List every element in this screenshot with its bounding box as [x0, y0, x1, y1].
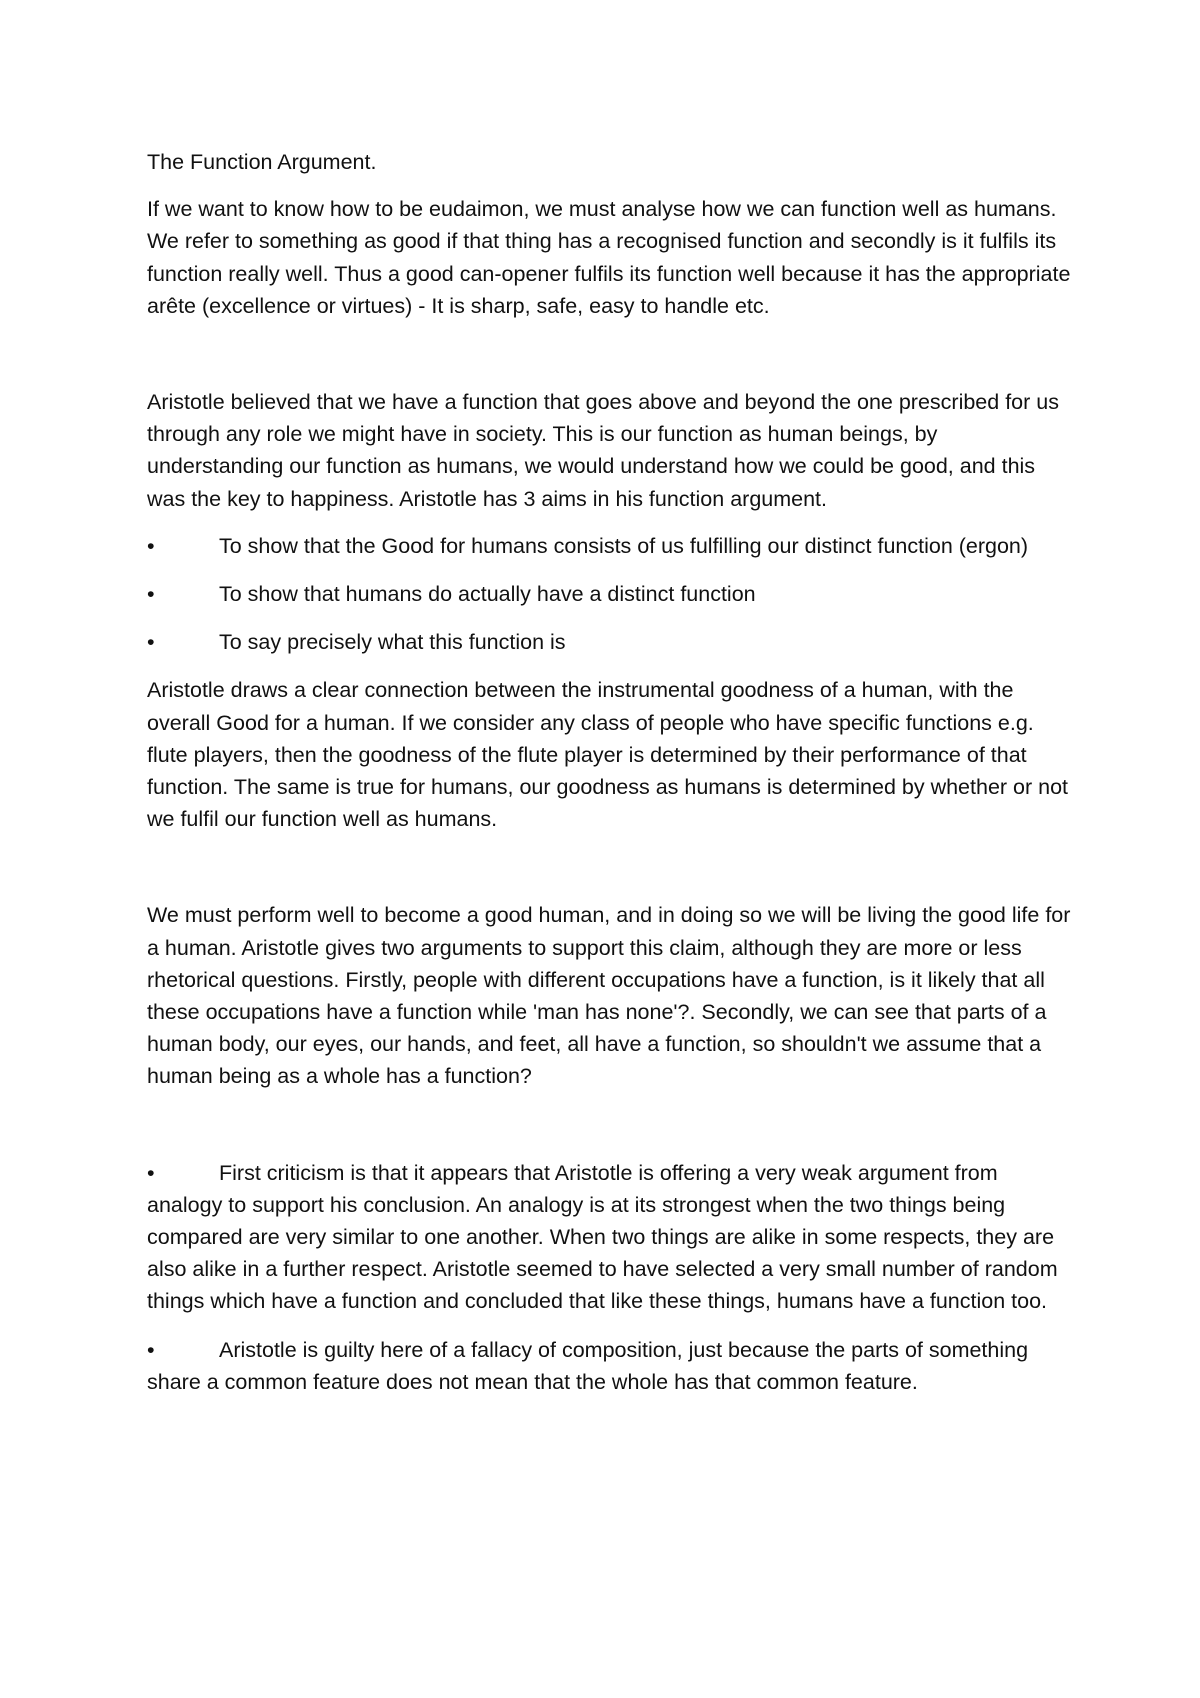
- bullet-icon: •: [147, 1337, 155, 1362]
- aim-text: To show that the Good for humans consists of us fulfilling our distinct function (ergon): [219, 533, 1029, 558]
- two-arguments-paragraph: We must perform well to become a good human, and in doing so we will be living the good life for a human. Aristotle gives two arguments to support this claim, although they are more or less rhetorical questions. Firstly, people with different occupations have a function, is it likely that all these occupations have a function while 'man has none'?. Secondly, we can see that parts of a human body, our eyes, our hands, and feet, all have a function, so shouldn't we assume that a human being as a whole has a function?: [147, 903, 1071, 1089]
- document-title: The Function Argument.: [147, 150, 377, 174]
- bullet-icon: •: [147, 582, 155, 607]
- list-item: [147, 1157, 1077, 1318]
- aim-text: To show that humans do actually have a distinct function: [219, 582, 756, 607]
- list-item: [147, 578, 1077, 610]
- aims-list: [147, 530, 1077, 659]
- bullet-icon: •: [147, 630, 155, 655]
- bullet-icon: •: [147, 1160, 155, 1185]
- criticism-text: Aristotle is guilty here of a fallacy of composition, just because the parts of something share a common feature does not mean that the whole has that common feature.: [147, 1337, 1029, 1394]
- aim-text: To say precisely what this function is: [219, 630, 566, 655]
- bullet-icon: •: [147, 533, 155, 558]
- list-item: [147, 1334, 1077, 1398]
- document-body: [147, 146, 1077, 1414]
- criticism-text: First criticism is that it appears that Aristotle is offering a very weak argument from analogy to support his conclusion. An analogy is at its strongest when the two things being compared are very similar to one another. When two things are alike in some respects, they are also alike in a further respect. Aristotle seemed to have selected a very small number of random things which have a function and concluded that like these things, humans have a function too.: [147, 1160, 1058, 1314]
- intro-paragraph: If we want to know how to be eudaimon, we must analyse how we can function well as humans. We refer to something as good if that thing has a recognised function and secondly is it fulfils its function really well. Thus a good can-opener fulfils its function well because it has the appropriate arête (excellence or virtues) - It is sharp, safe, easy to handle etc.: [147, 197, 1071, 318]
- aristotle-function-paragraph: Aristotle believed that we have a function that goes above and beyond the one prescribed for us through any role we might have in society. This is our function as human beings, by understanding our function as humans, we would understand how we could be good, and this was the key to happiness. Aristotle has 3 aims in his function argument.: [147, 390, 1059, 511]
- list-item: [147, 530, 1077, 562]
- criticisms-list: [147, 1157, 1077, 1398]
- instrumental-goodness-paragraph: Aristotle draws a clear connection between the instrumental goodness of a human, with the overall Good for a human. If we consider any class of people who have specific functions e.g. flute players, then the goodness of the flute player is determined by their performance of that function. The same is true for humans, our goodness as humans is determined by whether or not we fulfil our function well as humans.: [147, 678, 1069, 832]
- list-item: [147, 626, 1077, 658]
